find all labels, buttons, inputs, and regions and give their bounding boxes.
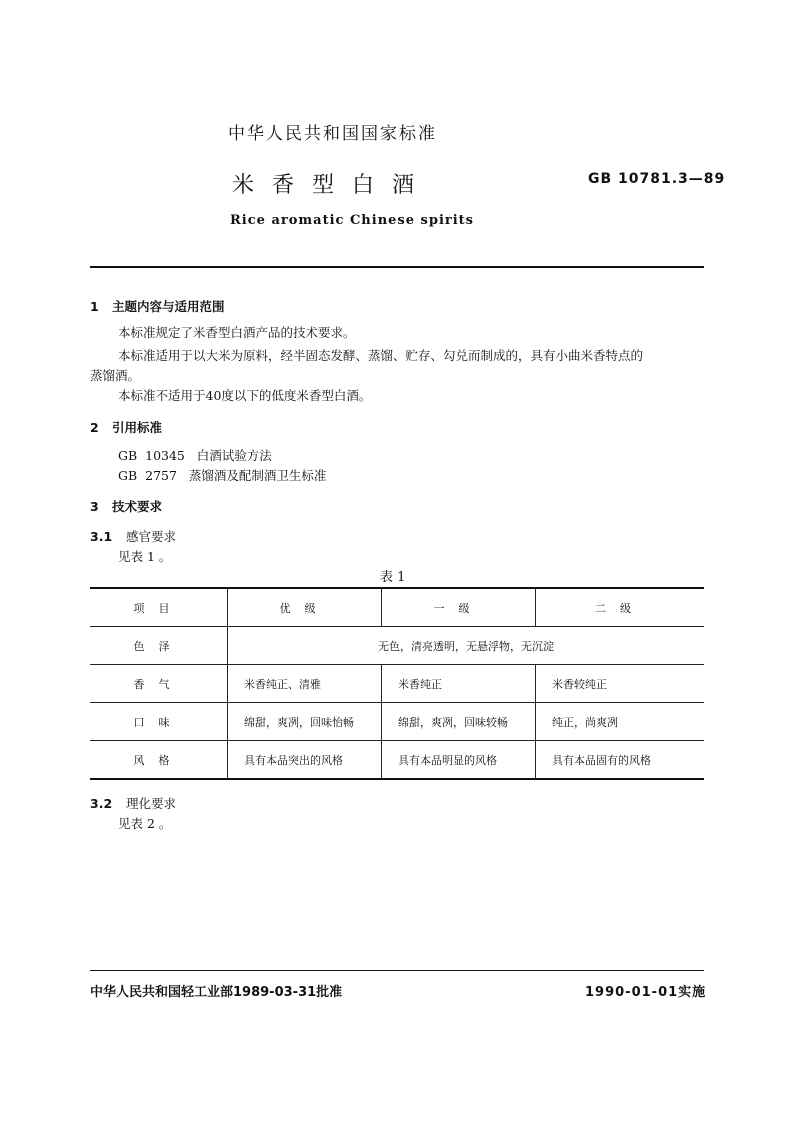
- section-3-2-see-table: 见表 2 。: [118, 816, 172, 831]
- effective-date: 1990-01-01实施: [585, 985, 707, 1000]
- taste-superior: 绵甜，爽冽，回味怡畅: [228, 703, 382, 741]
- header-divider: [90, 266, 704, 268]
- english-title: Rice aromatic Chinese spirits: [230, 213, 474, 228]
- section-3-1-heading: [90, 527, 176, 545]
- row-item-aroma: 香气: [90, 665, 228, 703]
- aroma-first: 米香纯正: [382, 665, 536, 703]
- taste-second: 纯正，尚爽冽: [536, 703, 705, 741]
- section-3-heading: [90, 497, 162, 515]
- table-1-caption: 表 1: [380, 570, 406, 585]
- header-item: 项目: [90, 588, 228, 627]
- section-2-number: 2: [90, 420, 99, 435]
- section-3-title: 技术要求: [112, 499, 163, 514]
- standard-code: GB 10781.3—89: [588, 171, 726, 187]
- standard-org-title: 中华人民共和国国家标准: [228, 124, 437, 144]
- approval-date: 中华人民共和国轻工业部1989-03-31批准: [90, 985, 343, 1000]
- taste-first: 绵甜，爽冽，回味较畅: [382, 703, 536, 741]
- document-title: 米香型白酒: [232, 173, 433, 198]
- section-2-heading: [90, 418, 162, 436]
- section-3-1-number: 3.1: [90, 529, 113, 544]
- section-3-2-title: 理化要求: [126, 796, 177, 811]
- table-header-row: [90, 588, 704, 627]
- section-3-1-see-table: 见表 1 。: [118, 549, 172, 564]
- reference-gb10345: GB 10345 白酒试验方法: [118, 448, 272, 463]
- table-row-color: [90, 627, 704, 665]
- style-first: 具有本品明显的风格: [382, 741, 536, 780]
- row-item-style: 风格: [90, 741, 228, 780]
- section-1-para-2b: 蒸馏酒。: [90, 368, 141, 383]
- section-1-para-2a: 本标准适用于以大米为原料，经半固态发酵、蒸馏、贮存、勾兑而制成的，具有小曲米香特点的: [118, 348, 644, 363]
- section-3-number: 3: [90, 499, 99, 514]
- style-second: 具有本品固有的风格: [536, 741, 705, 780]
- section-1-heading: [90, 297, 225, 315]
- footer-divider: [90, 970, 704, 971]
- style-superior: 具有本品突出的风格: [228, 741, 382, 780]
- table-row-aroma: [90, 665, 704, 703]
- table-row-style: [90, 741, 704, 780]
- header-grade-superior: 优级: [228, 588, 382, 627]
- aroma-second: 米香较纯正: [536, 665, 705, 703]
- section-1-para-1: 本标准规定了米香型白酒产品的技术要求。: [118, 325, 356, 340]
- section-1-para-3: 本标准不适用于40度以下的低度米香型白酒。: [118, 388, 372, 403]
- row-item-color: 色泽: [90, 627, 228, 665]
- reference-gb2757: GB 2757 蒸馏酒及配制酒卫生标准: [118, 468, 327, 483]
- aroma-superior: 米香纯正、清雅: [228, 665, 382, 703]
- row-item-taste: 口味: [90, 703, 228, 741]
- header-grade-second: 二级: [536, 588, 705, 627]
- header-grade-first: 一级: [382, 588, 536, 627]
- section-2-title: 引用标准: [112, 420, 163, 435]
- section-3-2-number: 3.2: [90, 796, 113, 811]
- row-color-all-grades: 无色，清亮透明，无悬浮物，无沉淀: [228, 627, 705, 665]
- table-row-taste: [90, 703, 704, 741]
- section-1-number: 1: [90, 299, 99, 314]
- section-3-2-heading: [90, 794, 176, 812]
- sensory-requirements-table: [90, 587, 704, 780]
- section-3-1-title: 感官要求: [126, 529, 177, 544]
- section-1-title: 主题内容与适用范围: [112, 299, 225, 314]
